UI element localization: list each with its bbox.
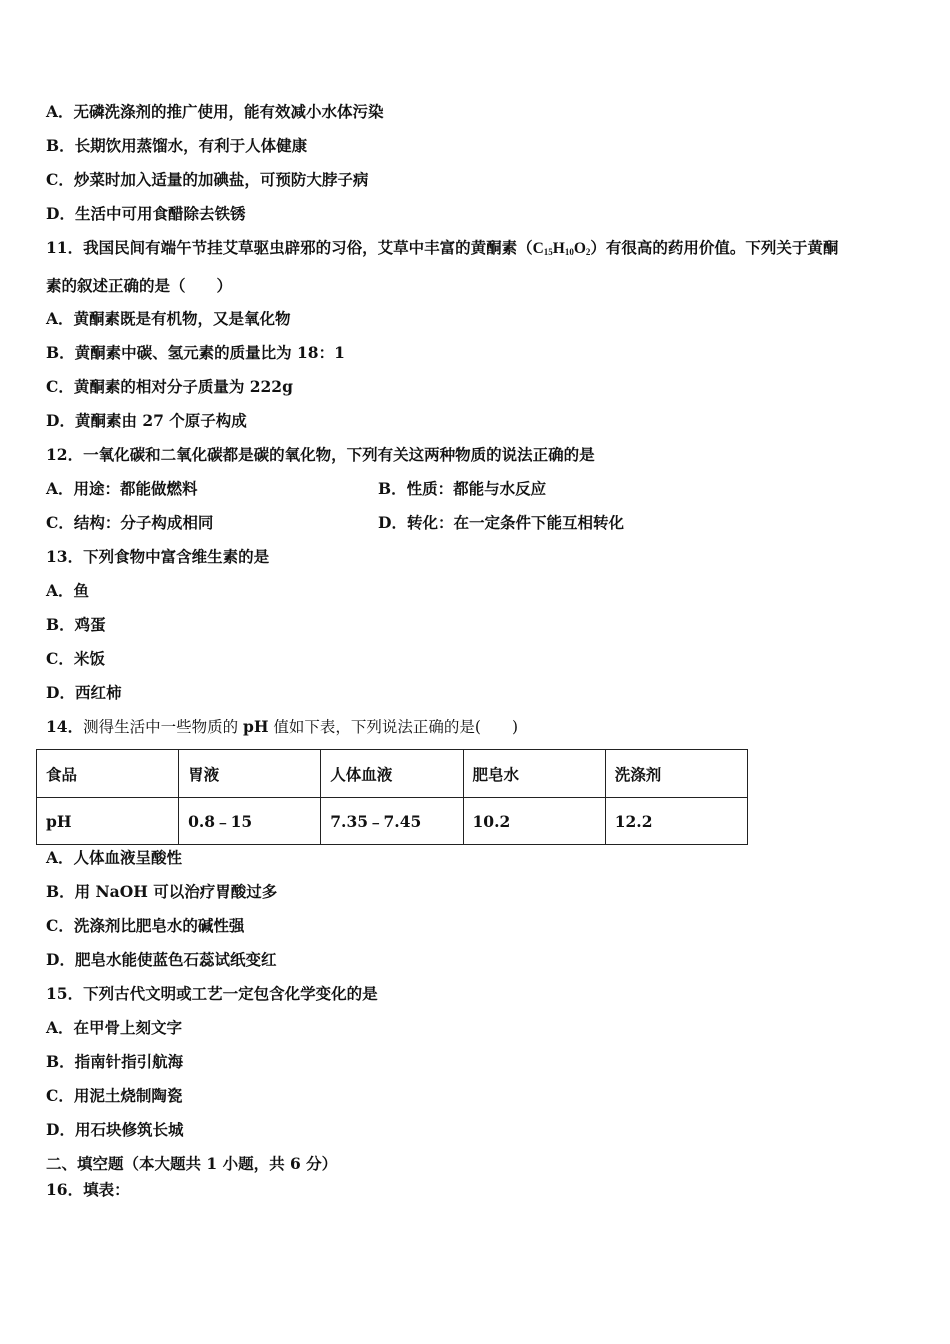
table-cell: 肥皂水	[463, 750, 605, 798]
q13-option-c: C．米饭	[46, 649, 105, 668]
q10-option-d: D．生活中可用食醋除去铁锈	[46, 204, 246, 223]
q13-option-b: B．鸡蛋	[46, 615, 106, 634]
table-cell: 食品	[37, 750, 179, 798]
q15-option-c: C．用泥土烧制陶瓷	[46, 1086, 183, 1105]
q11-formula: $C_{15}H_{10}O_2$	[532, 240, 591, 257]
q13-option-d: D．西红柿	[46, 683, 122, 702]
q14-number: 14．	[46, 717, 84, 736]
q14-option-c: C．洗涤剂比肥皂水的碱性强	[46, 916, 245, 935]
q14-stem-ph: pH	[243, 717, 269, 736]
table-cell: 12.2	[605, 798, 747, 845]
section-heading: 二、填空题（本大题共 1 小题，共 6 分）	[46, 1154, 338, 1173]
q11-stem-line2: 素的叙述正确的是（ ）	[46, 276, 233, 295]
table-cell: 洗涤剂	[605, 750, 747, 798]
q13-stem: 13．下列食物中富含维生素的是	[46, 547, 270, 566]
table-cell: pH	[37, 798, 179, 845]
table-cell: 0.8﹣15	[179, 798, 321, 845]
q12-option-c: C．结构：分子构成相同	[46, 513, 214, 532]
table-cell: 7.35﹣7.45	[321, 798, 463, 845]
q12-option-b: B．性质：都能与水反应	[378, 479, 547, 498]
q14-option-d: D．肥皂水能使蓝色石蕊试纸变红	[46, 950, 277, 969]
q10-option-c: C．炒菜时加入适量的加碘盐，可预防大脖子病	[46, 170, 369, 189]
q11-option-c: C．黄酮素的相对分子质量为 222g	[46, 377, 293, 396]
q15-option-d: D．用石块修筑长城	[46, 1120, 184, 1139]
table-cell: 胃液	[179, 750, 321, 798]
q11-stem	[46, 238, 838, 262]
q10-option-b: B．长期饮用蒸馏水，有利于人体健康	[46, 136, 308, 155]
q16-stem: 16．填表：	[46, 1180, 130, 1199]
q15-stem: 15．下列古代文明或工艺一定包含化学变化的是	[46, 984, 378, 1003]
q13-option-a: A．鱼	[46, 581, 90, 600]
q12-option-a: A．用途：都能做燃料	[46, 479, 198, 498]
table-row	[37, 798, 748, 845]
q14-stem-a: 测得生活中一些物质的	[83, 718, 244, 736]
q14-stem-b: 值如下表，下列说法正确的是( )	[268, 718, 519, 736]
q11-option-b: B．黄酮素中碳、氢元素的质量比为 18：1	[46, 343, 345, 362]
q14-option-a: A．人体血液呈酸性	[46, 848, 183, 867]
q14-stem	[46, 717, 518, 737]
table-cell: 10.2	[463, 798, 605, 845]
q11-option-d: D．黄酮素由 27 个原子构成	[46, 411, 247, 430]
q10-option-a: A．无磷洗涤剂的推广使用，能有效减小水体污染	[46, 102, 384, 121]
table-header-row	[37, 750, 748, 798]
q11-stem-after: ）有很高的药用价值。下列关于黄酮	[590, 238, 839, 257]
table-cell: 人体血液	[321, 750, 463, 798]
q12-stem: 12．一氧化碳和二氧化碳都是碳的氧化物，下列有关这两种物质的说法正确的是	[46, 445, 595, 464]
q11-stem-before: 11．我国民间有端午节挂艾草驱虫辟邪的习俗，艾草中丰富的黄酮素（	[46, 238, 533, 257]
q15-option-a: A．在甲骨上刻文字	[46, 1018, 183, 1037]
q15-option-b: B．指南针指引航海	[46, 1052, 184, 1071]
q12-option-d: D．转化：在一定条件下能互相转化	[378, 513, 624, 532]
q11-option-a: A．黄酮素既是有机物，又是氧化物	[46, 309, 291, 328]
ph-table	[36, 749, 748, 845]
q14-option-b: B．用 NaOH 可以治疗胃酸过多	[46, 882, 278, 901]
